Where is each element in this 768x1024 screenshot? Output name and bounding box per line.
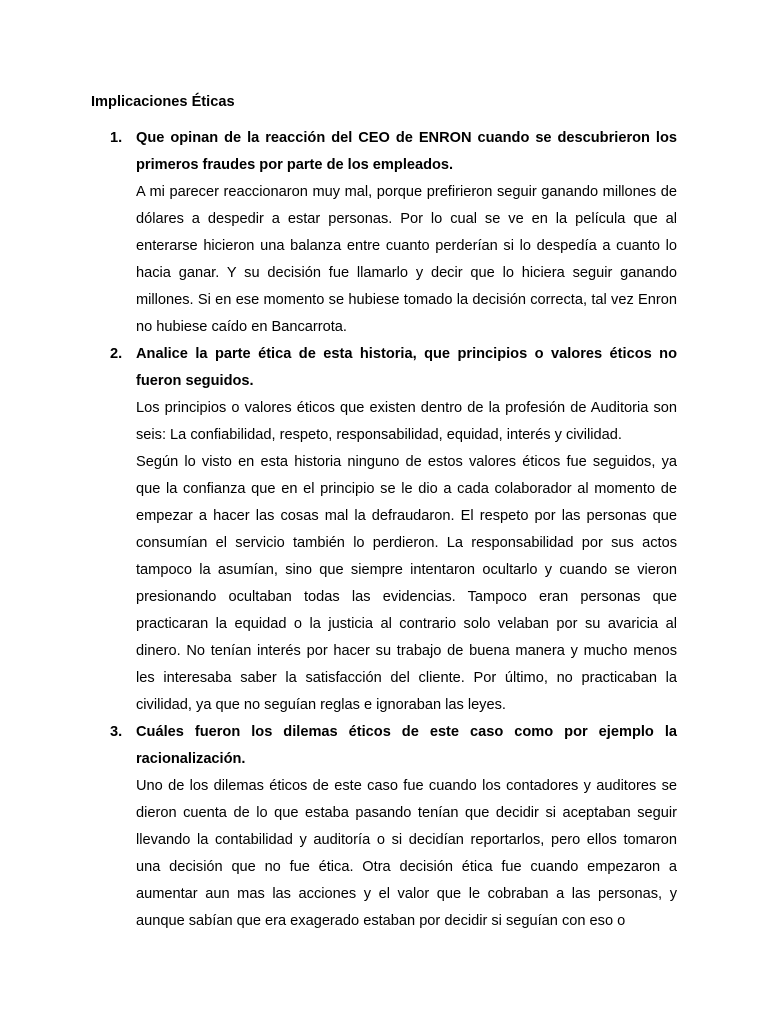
- question-title: Que opinan de la reacción del CEO de ENRON cuando se descubrieron los primeros fraudes por parte de los empleados.: [136, 130, 677, 173]
- document-heading: Implicaciones Éticas: [91, 94, 235, 110]
- answer-body: [136, 773, 677, 935]
- answer-paragraph: A mi parecer reaccionaron muy mal, porque prefirieron seguir ganando millones de dólares a despedir a estar personas. Por lo cual se ve en la película que al enterarse hicieron una balanza entre cuanto perderían si lo despedía a cuanto lo hacia ganar. Y su decisión fue llamarlo y decir que lo hiciera seguir ganando millones. Si en ese momento se hubiese tomado la decisión correcta, tal vez Enron no hubiese caído en Bancarrota.: [136, 184, 677, 335]
- question-title: Analice la parte ética de esta historia, que principios o valores éticos no fueron seguidos.: [136, 346, 677, 389]
- answer-body: [136, 179, 677, 341]
- answer-paragraph: Según lo visto en esta historia ninguno de estos valores éticos fue seguidos, ya que la confianza que en el principio se le dio a cada colaborador al momento de empezar a hacer las cosas mal la defraudaron. El respeto por las personas que consumían el servicio también lo perdieron. La responsabilidad por sus actos tampoco la asumían, sino que siempre intentaron ocultarlo y cuando se vieron presionando ocultaban todas las evidencias. Tampoco eran personas que practicaran la equidad o la justicia al contrario solo velaban por su avaricia al dinero. No tenían interés por hacer su trabajo de buena manera y mucho menos les interesaba saber la satisfacción del cliente. Por último, no practicaban la civilidad, ya que no seguían reglas e ignoraban las leyes.: [136, 454, 677, 713]
- question-item-1: [0, 125, 768, 341]
- answer-body: [136, 395, 677, 719]
- question-number: 2.: [110, 346, 123, 362]
- question-item-3: [0, 719, 768, 935]
- question-title: Cuáles fueron los dilemas éticos de este caso como por ejemplo la racionalización.: [136, 724, 677, 767]
- answer-paragraph: Uno de los dilemas éticos de este caso fue cuando los contadores y auditores se dieron cuenta de lo que estaba pasando tenían que decidir si aceptaban seguir llevando la contabilidad y auditoría o si decidían reportarlos, pero ellos tomaron una decisión que no fue ética. Otra decisión ética fue cuando empezaron a aumentar aun mas las acciones y el valor que le cobraban a las personas, y aunque sabían que era exagerado estaban por decidir si seguían con eso o: [136, 778, 677, 929]
- question-list: [0, 125, 768, 935]
- answer-paragraph: Los principios o valores éticos que existen dentro de la profesión de Auditoria son seis: La confiabilidad, respeto, responsabilidad, equidad, interés y civilidad.: [136, 400, 677, 443]
- question-item-2: [0, 341, 768, 719]
- question-number: 1.: [110, 130, 123, 146]
- question-number: 3.: [110, 724, 123, 740]
